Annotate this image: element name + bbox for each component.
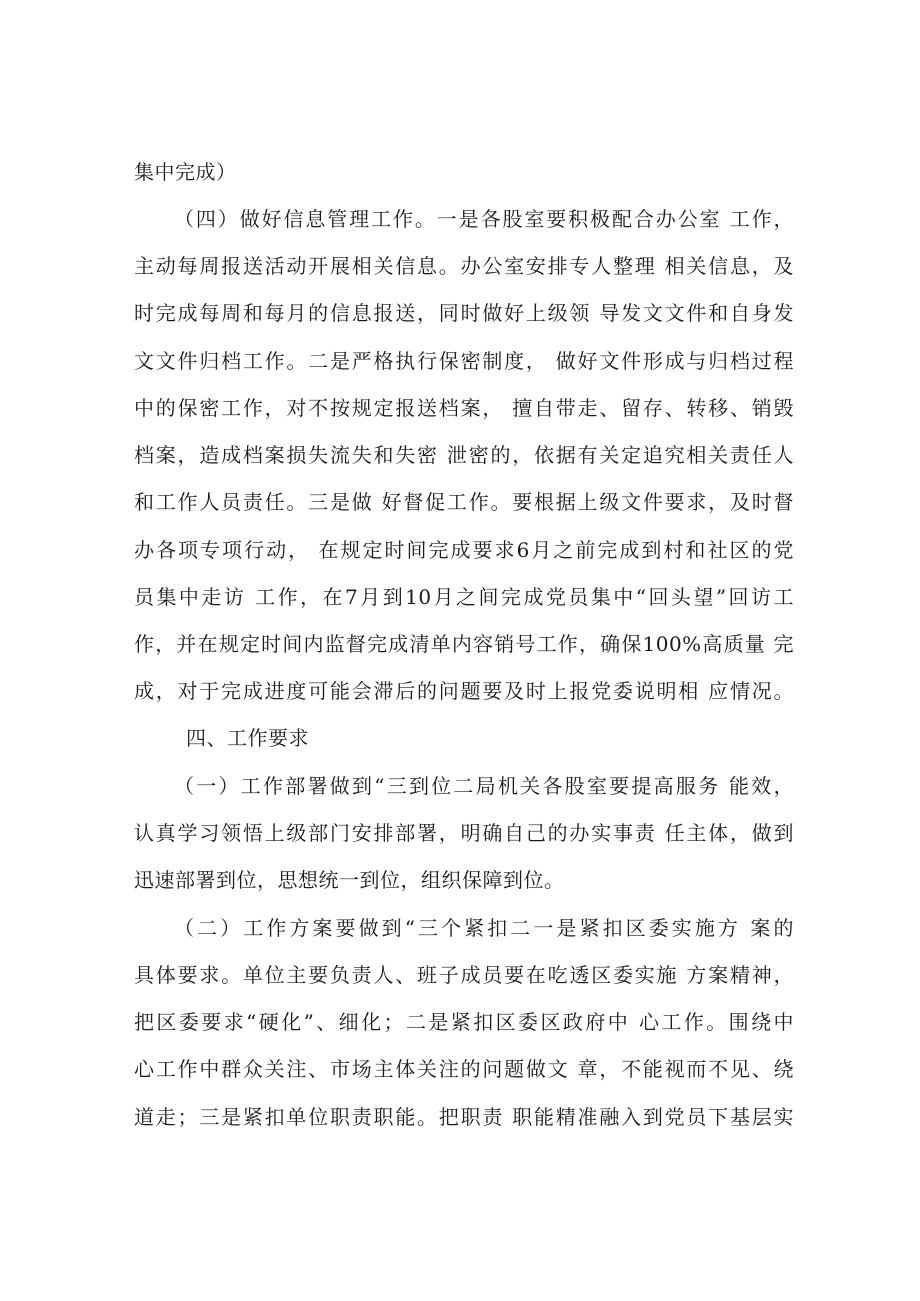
text-line: 具体要求。单位主要负责人、班子成员要在吃透区委实施 方案精神，	[134, 963, 794, 987]
text-line: 时完成每周和每月的信息报送，同时做好上级领 导发文文件和自身发	[134, 301, 794, 325]
text-line: 迅速部署到位，思想统一到位，组织保障到位。	[134, 868, 565, 892]
text-line: 主动每周报送活动开展相关信息。办公室安排专人整理 相关信息，及	[134, 254, 794, 278]
text-line: 和工作人员责任。三是做 好督促工作。要根据上级文件要求，及时督	[134, 490, 794, 514]
text-line: 道走；三是紧扣单位职责职能。把职责 职能精准融入到党员下基层实	[134, 1105, 794, 1129]
text-line: （四）做好信息管理工作。一是各股室要积极配合办公室 工作，	[174, 207, 794, 231]
text-line: 认真学习领悟上级部门安排部署，明确自己的办实事责 任主体，做到	[134, 821, 794, 845]
text-line: 中的保密工作，对不按规定报送档案， 擅自带走、留存、转移、销毁	[134, 396, 794, 420]
text-line: （二）工作方案要做到“三个紧扣二一是紧扣区委实施方 案的	[174, 916, 794, 940]
text-line: 档案，造成档案损失流失和失密 泄密的，依据有关定追究相关责任人	[134, 443, 794, 467]
text-line: 文文件归档工作。二是严格执行保密制度， 做好文件形成与归档过程	[134, 349, 794, 373]
section-heading: 四、工作要求	[186, 726, 309, 750]
text-line: 集中完成）	[134, 160, 237, 184]
text-line: 成，对于完成进度可能会滞后的问题要及时上报党委说明相 应情况。	[134, 679, 794, 703]
text-line: 把区委要求“硬化”、细化；二是紧扣区委区政府中 心工作。围绕中	[134, 1010, 794, 1034]
text-line: （一）工作部署做到“三到位二局机关各股室要提高服务 能效，	[174, 774, 794, 798]
text-line: 作，并在规定时间内监督完成清单内容销号工作，确保100%高质量 完	[134, 632, 794, 656]
text-line: 办各项专项行动， 在规定时间完成要求6月之前完成到村和社区的党	[134, 538, 794, 562]
text-line: 心工作中群众关注、市场主体关注的问题做文 章，不能视而不见、绕	[134, 1057, 794, 1081]
text-line: 员集中走访 工作，在7月到10月之间完成党员集中“回头望”回访工	[134, 585, 794, 609]
